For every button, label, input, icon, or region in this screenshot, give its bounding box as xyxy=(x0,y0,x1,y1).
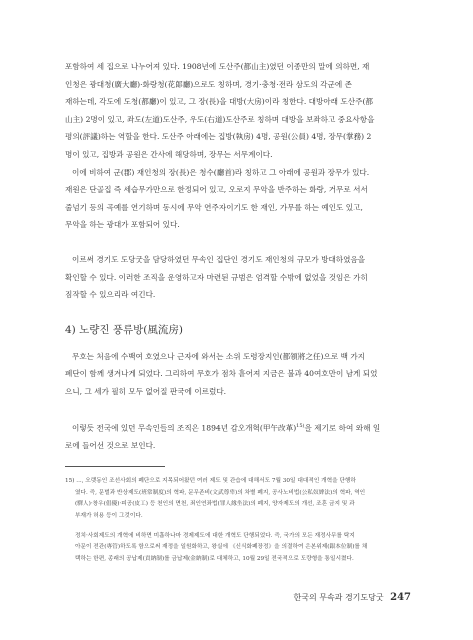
footnote-divider xyxy=(65,466,165,467)
page-body xyxy=(65,58,407,565)
section-heading: 4) 노량진 풍류방(風流房) xyxy=(65,323,184,336)
text-line: 짐작할 수 있으리라 여긴다. xyxy=(65,290,156,300)
paragraph-3 xyxy=(65,251,407,304)
page-footer xyxy=(293,592,411,603)
text-line: 인청은 광대청(廣大廳)·화랑청(花郞廳)으로도 칭하며, 경기·충청·전라 삼도의 각군에 존 xyxy=(65,79,352,89)
text-line: 재원은 단골집 즉 세습무가만으로 한정되어 있고, 오로지 무악을 반주하는 화랑, 거무로 서서 xyxy=(65,185,368,195)
footnote-reference[interactable]: 15) xyxy=(296,422,305,429)
text-segment: 을 제기로 하여 와해 일 xyxy=(304,423,381,433)
text-line: 이르써 경기도 도당굿을 담당하였던 무속인 집단인 경기도 재인청의 규모가 방대하였음을 xyxy=(72,254,366,264)
text-line: 으니, 그 세가 필히 모두 없어질 판국에 이르렀다. xyxy=(65,386,227,396)
paragraph-2 xyxy=(65,164,407,234)
text-line: 이에 비하여 군(郡) 재인청의 장(長)은 청수(廳首)라 칭하고 그 아래에 공원과 장무가 있다. xyxy=(72,167,370,177)
text-line: 포함하여 세 집으로 나누어져 있다. 1908년에 도산주(都山主)였던 이종만의 말에 의하면, 재 xyxy=(65,62,370,71)
footnote-15 xyxy=(65,476,407,565)
paragraph-5 xyxy=(65,418,407,455)
footnote-line: 택하는 한편, 종래의 공납제(貢納制)를 금납제(金納制)로 대체하고, 10월 29일 전국적으로 도량형을 통일시켰다. xyxy=(75,555,354,562)
text-line: 무호는 처음에 수백여 호였으나 근자에 와서는 소위 도령장지인(都領將之任)으로 백 가지 xyxy=(72,351,366,361)
text-line: 줄넘기 등의 곡예를 연기하며 동시에 무악 연주자이기도 한 재인, 가무를 하는 예인도 있고, xyxy=(65,202,363,212)
footnote-line: 15) ..., 오랫동인 조선사회의 폐단으로 지목되어왔던 여러 제도 및 관습에 대해서도 7월 30일 대대적인 개혁을 단행하 xyxy=(65,478,356,485)
text-line: 평의(評議)하는 역할을 한다. 도산주 아래에는 집방(執房) 4명, 공원(公員) 4명, 장무(掌務) 2 xyxy=(65,132,372,142)
text-line: 로에 들어선 것으로 보인다. xyxy=(65,440,156,450)
text-line: 폐단이 함께 생겨나게 되었다. 그리하여 무호가 점차 흩어져 지금은 불과 40여호만이 남게 되었 xyxy=(65,369,378,379)
text-line: 명이 있고, 집방과 공원은 간사에 해당하며, 장무는 서무계이다. xyxy=(65,149,273,159)
text-line xyxy=(65,418,407,437)
text-segment: 이렇듯 전국에 있던 무속인들의 조직은 1894년 갑오개혁(甲午改革) xyxy=(72,423,297,433)
text-line: 재하는데, 각도에 도청(都廳)이 있고, 그 장(長)을 대방(大房)이라 칭한다. 대방아래 도산주(都 xyxy=(65,97,373,107)
footnote-line: 아문이 전관(專管)하도록 함으로써 재정을 일원화하고, 왕실에 《신식화폐장정》을 의결하여 은본위제(銀本位制)를 채 xyxy=(75,544,368,551)
text-line: 확인할 수 있다. 이러한 조직을 운영하고자 마련된 규범은 엄격할 수밖에 없었을 것임은 가히 xyxy=(65,272,368,282)
running-title: 한국의 무속과 경기도당굿 xyxy=(293,593,384,602)
page-number: 247 xyxy=(390,592,411,603)
paragraph-4 xyxy=(65,348,407,401)
text-line: 무악을 하는 광대가 포함되어 있다. xyxy=(65,220,180,230)
footnote-line: 였다. 즉, 문벌과 반상제도(班常制度)의 혁파, 문무존비(文武尊卑)의 차별 폐지, 공사노비법(公私奴婢法)의 혁파, 역인 xyxy=(75,489,366,496)
paragraph-1 xyxy=(65,58,407,164)
footnote-line: 부재가 허용 등이 그것이다. xyxy=(75,513,143,519)
footnote-line: (驛人)·창우(倡優)·피공(皮工) 등 천인의 면천, 죄인연좌법(罪人緣坐法)의 폐지, 양자제도의 개선, 조혼 금지 및 과 xyxy=(75,501,355,508)
footnote-line: 정치·사회제도의 개혁에 비하면 미흡하나마 경제제도에 대한 개혁도 단행되었다. 즉, 국가의 모든 재정사무를 탁지 xyxy=(75,532,355,539)
text-line: 山主) 2명이 있고, 좌도(左道)도산주, 우도(右道)도산주로 칭하며 대방을 보좌하고 중요사항을 xyxy=(65,114,375,124)
